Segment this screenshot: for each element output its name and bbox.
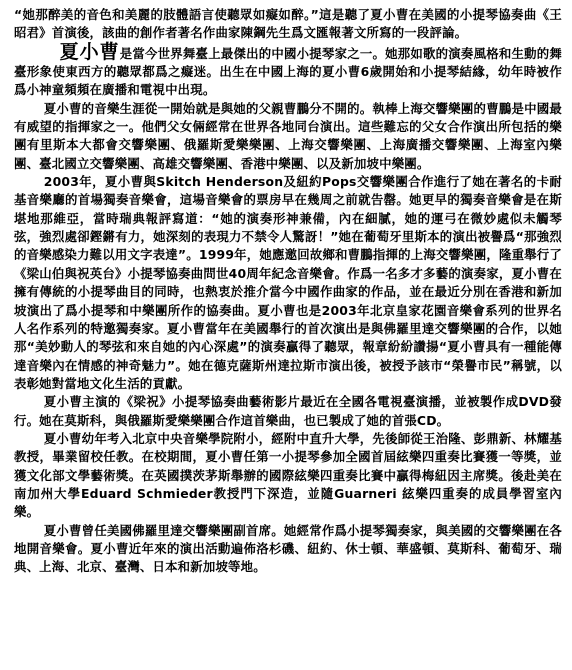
performer-name: 夏小曹: [59, 40, 120, 63]
performances-paragraph: 2003年，夏小曹與Skitch Henderson及紐約Pops交響樂團合作進行了她在著名的卡耐基音樂廳的首場獨奏音樂會，這場音樂會的票房早在幾周之前就告罄。她更早的獨奏音樂會是在斯堪地那維亞，當時瑞典報評寫道：“她的演奏形神兼備，內在細膩，她的運弓在微妙處似未觸琴弦，強烈處卻鏗鏘有力，她深刻的表現力不禁令人驚訝！”她在葡萄牙里斯本的演出被譽爲“那強烈的音樂感染力難以用文字表達”。1999年，她應邀回故鄉和曹鵬指揮的上海交響樂團，隆重舉行了《梁山伯與祝英台》小提琴協奏曲問世40周年紀念音樂會。作爲一名多才多藝的演奏家，夏小曹在擁有傳統的小提琴曲目的同時，也熱衷於推介當今中國作曲家的作品，並在最近分別在香港和新加坡演出了爲小提琴和中樂團所作的協奏曲。夏小曹也是2003年北京皇家花園音樂會系列的世界名人名作系列的特邀獨奏家。夏小曹當年在美國舉行的首次演出是與佛羅里達交響樂團的合作，以她那“美妙動人的琴弦和來自她的內心深處”的演奏贏得了聽眾，報章紛紛讚揚“夏小曹具有一種能傳達音樂內在情感的神奇魅力”。她在德克薩斯州達拉斯市演出後，被授予該市“榮譽市民”稱號，以表彰她對當地文化生活的貢獻。: [14, 174, 562, 391]
education-paragraph: 夏小曹幼年考入北京中央音樂學院附小，經附中直升大學，先後師從王治隆、彭鼎新、林耀基教授，畢業留校任教。在校期間，夏小曹任第一小提琴參加全國首屆絃樂四重奏比賽獲一等獎，並獲文化部文學藝術獎。在英國撲茨茅斯舉辦的國際絃樂四重奏比賽中贏得梅紐因主席獎。後赴美在南加州大學Eduard Schmieder教授門下深造，並隨Guarneri 絃樂四重奏的成員學習室內樂。: [14, 430, 562, 520]
intro-paragraph: [14, 6, 562, 43]
career-paragraph: 夏小曹的音樂生涯從一開始就是與她的父親曹鵬分不開的。執棒上海交響樂團的曹鵬是中國最有威望的指揮家之一。他們父女倆經常在世界各地同台演出。這些難忘的父女合作演出所包括的樂團有里斯本大都會交響樂團、俄羅斯愛樂樂團、上海交響樂團、上海廣播交響樂團、上海室內樂團、臺北國立交響樂團、高雄交響樂團、香港中樂團、以及新加坡中樂團。: [14, 100, 562, 171]
bio-paragraph: [14, 40, 562, 100]
intro-text: “她那醉美的音色和美麗的肢體語言使聽眾如癡如醉。”這是聽了夏小曹在美國的小提琴協奏曲《王昭君》首演後，該曲的創作者著名作曲家陳鋼先生爲文匯報著文所寫的一段評論。: [14, 7, 562, 41]
recording-paragraph: 夏小曹主演的《梁祝》小提琴協奏曲藝術影片最近在全國各電視臺演播，並被製作成DVD發行。她在莫斯科，與俄羅斯愛樂樂團合作這首樂曲，也已製成了她的首張CD。: [14, 394, 562, 428]
bio-text: 是當今世界舞臺上最傑出的中國小提琴家之一。她那如歌的演奏風格和生動的舞臺形象使東西方的聽眾都爲之癡迷。出生在中國上海的夏小曹6歲開始和小提琴結緣，幼年時被作爲小神童頻頻在廣播和電視中出現。: [14, 45, 562, 98]
current-activity-paragraph: 夏小曹曾任美國佛羅里達交響樂團副首席。她經常作爲小提琴獨奏家，與美國的交響樂團在各地開音樂會。夏小曹近年來的演出活動遍佈洛杉磯、紐約、休士頓、華盛頓、莫斯科、葡萄牙、瑞典、上海、北京、臺灣、日本和新加坡等地。: [14, 522, 562, 575]
